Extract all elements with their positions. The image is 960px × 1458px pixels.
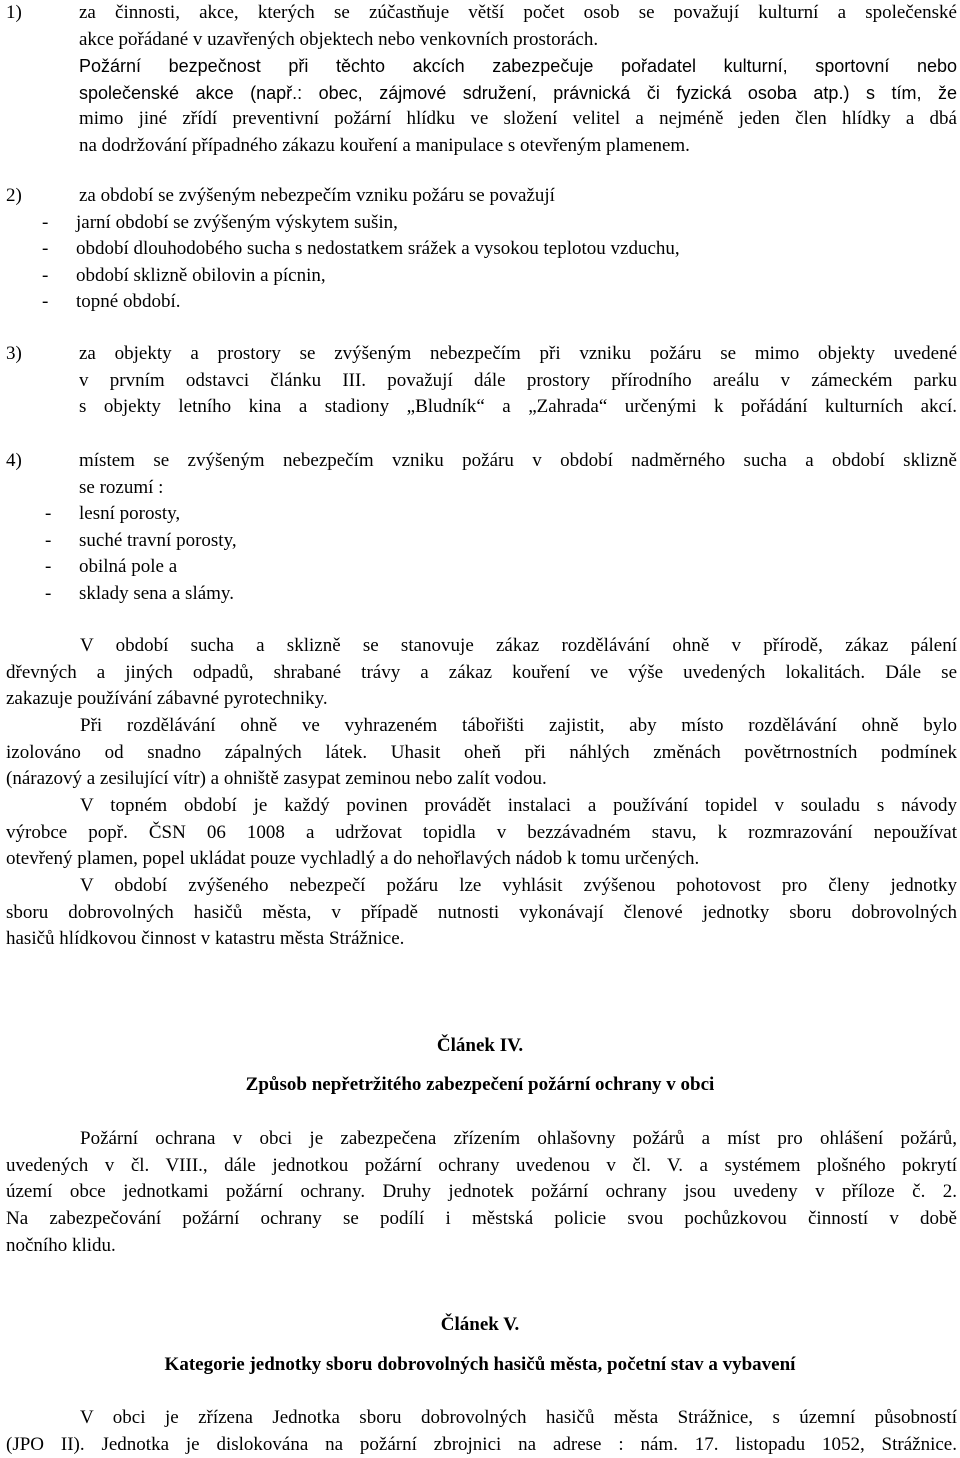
paragraph-campfire — [6, 713, 957, 793]
text-line: zakazuje používání zábavné pyrotechniky. — [6, 688, 328, 710]
dash-list-item: - suché travní porosty, — [42, 528, 957, 555]
dash-list-item: - období dlouhodobého sucha s nedostatkem srážek a vysokou teplotou vzduchu, — [39, 236, 957, 263]
text-line: izolováno od snadno zápalných látek. Uhasit oheň při náhlých změnách povětrnostních podmínek — [6, 741, 957, 763]
text-line: území obce jednotkami požární ochrany. Druhy jednotek požární ochrany jsou uvedeny v příloze č. 2. — [6, 1181, 957, 1203]
paragraph-heating — [6, 793, 957, 873]
text-line: (nárazový a zesilující vítr) a ohniště zasypat zeminou nebo zalít vodou. — [6, 768, 547, 790]
text-line: Na zabezpečování požární ochrany se podílí i městská policie svou pochůzkovou činností v době — [6, 1208, 957, 1230]
text-line: akce pořádané v uzavřených objektech nebo venkovních prostorách. — [79, 28, 599, 50]
text-line: V obci je zřízena Jednotka sboru dobrovolných hasičů města Strážnice, s územní působností — [80, 1407, 957, 1428]
paragraph-readiness — [6, 873, 957, 953]
list-item-3 — [6, 341, 957, 421]
item-number: 1) — [6, 2, 22, 23]
text-line: Požární bezpečnost při těchto akcích zabezpečuje pořadatel kulturní, sportovní nebo — [79, 56, 957, 76]
dash-list-item: - jarní období se zvýšeným výskytem sušin, — [39, 210, 957, 237]
dash-list — [42, 501, 957, 607]
text-line: výrobce popř. ČSN 06 1008 a udržovat topidla v bezzávadném stavu, k rozmrazování nepoužívat — [6, 821, 957, 843]
list-item-1 — [6, 0, 957, 159]
text-line: sboru dobrovolných hasičů města, v případě nutnosti vykonávají členové jednotky sboru dobrovolných — [6, 901, 957, 923]
text-line: Při rozdělávání ohně ve vyhrazeném tábořišti zajistit, aby místo rozdělávání ohně bylo — [80, 715, 957, 736]
text-line: společenské akce (např.: obec, zájmové sdružení, právnická či fyzická osoba atp.) s tím, že — [79, 82, 957, 103]
paragraph-drought — [6, 633, 957, 713]
item-text — [76, 183, 957, 316]
dash-list-item: - sklady sena a slámy. — [42, 581, 957, 608]
item-number: 2) — [6, 185, 22, 206]
article-4-subtitle: Způsob nepřetržitého zabezpečení požární ochrany v obci — [245, 1074, 715, 1095]
text-line: nočního klidu. — [6, 1234, 116, 1256]
dash-list — [39, 210, 957, 316]
text-line: za objekty a prostory se zvýšeným nebezpečím při vzniku požáru se mimo objekty uvedené — [79, 343, 957, 364]
text-line: mimo jiné zřídí preventivní požární hlídku ve složení velitel a nejméně jeden člen hlídky a dbá — [79, 108, 957, 129]
text-line: V období sucha a sklizně se stanovuje zákaz rozdělávání ohně v přírodě, zákaz pálení — [80, 635, 957, 656]
text-line: hasičů hlídkovou činnost v katastru města Strážnice. — [6, 928, 405, 950]
text-line: se rozumí : — [79, 476, 164, 498]
text-line: na dodržování případného zákazu kouření a manipulace s otevřeným plamenem. — [79, 134, 690, 156]
list-item-2 — [6, 183, 957, 316]
article-4-title: Článek IV. — [436, 1035, 524, 1056]
list-item-4 — [6, 448, 957, 607]
article-5-title: Článek V. — [440, 1314, 520, 1335]
text-line: uvedených v čl. VIII., dále jednotkou požární ochrany uvedenou v čl. V. a systémem plošného pokrytí — [6, 1154, 957, 1176]
text-line: otevřený plamen, popel ukládat pouze vychladlý a do nehořlavých nádob k tomu určených. — [6, 848, 700, 870]
item-text — [79, 448, 957, 607]
paragraph-article-4 — [6, 1126, 957, 1260]
text-line: za činnosti, akce, kterých se zúčastňuje větší počet osob se považují kulturní a společenské — [79, 2, 957, 23]
dash-list-item: - lesní porosty, — [42, 501, 957, 528]
text-line: dřevných a jiných odpadů, shrabané trávy a zákaz kouření ve výše uvedených lokalitách. Dále se — [6, 661, 957, 683]
text-line: (JPO II). Jednotka je dislokována na požární zbrojnici na adrese : nám. 17. listopadu 1052, Strážnice. — [6, 1433, 957, 1455]
text-line: místem se zvýšeným nebezpečím vzniku požáru v období nadměrného sucha a období sklizně — [79, 450, 957, 471]
item-text — [79, 0, 957, 159]
paragraph-article-5 — [6, 1405, 957, 1458]
item-text — [79, 341, 957, 421]
text-line: V topném období je každý povinen provádět instalaci a používání topidel v souladu s návody — [80, 795, 957, 816]
text-line: V období zvýšeného nebezpečí požáru lze vyhlásit zvýšenou pohotovost pro členy jednotky — [80, 875, 957, 896]
text-line: s objekty letního kina a stadiony „Bludník“ a „Zahrada“ určenými k pořádání kulturních akcí. — [79, 396, 957, 417]
text-line: za období se zvýšeným nebezpečím vzniku požáru se považují — [79, 185, 555, 206]
item-number: 4) — [6, 450, 22, 471]
item-number: 3) — [6, 343, 22, 364]
text-line: v prvním odstavci článku III. považují dále prostory přírodního areálu v zámeckém parku — [79, 369, 957, 391]
dash-list-item: - obilná pole a — [42, 554, 957, 581]
article-5-subtitle: Kategorie jednotky sboru dobrovolných hasičů města, početní stav a vybavení — [164, 1354, 796, 1375]
dash-list-item: - období sklizně obilovin a pícnin, — [39, 263, 957, 290]
text-line: Požární ochrana v obci je zabezpečena zřízením ohlašovny požárů a míst pro ohlášení požárů, — [80, 1128, 957, 1149]
dash-list-item: - topné období. — [39, 289, 957, 316]
